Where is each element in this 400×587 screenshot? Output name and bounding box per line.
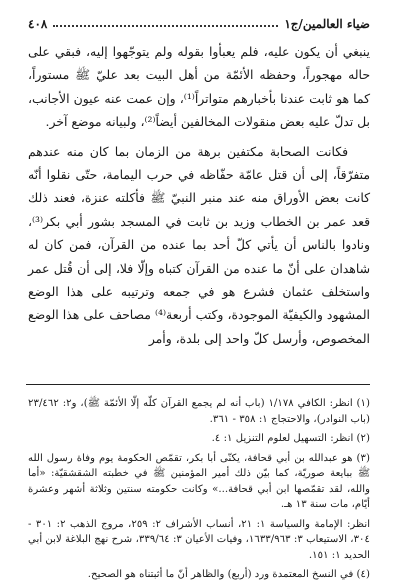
running-title: ضياء العالمين/ج١ [284, 17, 370, 31]
page-header [28, 13, 370, 35]
footnote: (٤) في النسخ المعتمدة ورد (أربع) والظاهر أنّ ما أثبتناه هو الصحيح. [87, 569, 370, 580]
footnote-separator [26, 384, 370, 385]
footnotes [28, 396, 370, 587]
paragraph: فكانت الصحابة مكتفين برهة من الزمان بما كان منه عندهم متفرّقاً، إلى أن قتل عامّة حفّاظه في حرب اليمامة، حتّى نقلوا أنّه كانت بعض الأوراق منه عند منبر النبيّ ﷺ فأكلته عنزة، فعند ذلك قعد عمر بن الخطاب وزيد بن ثابت في المسجد بشور أبي بكر⁽³⁾، ونادوا بالناس أن يأتي كلّ أحد بما عنده من القرآن، فمن كان له شاهدان على أنّ ما عنده من القرآن كتباه وإلّا فلا، إلى أن قُتل عمر واستخلف عثمان فشرع هو في جمعه وترتيبه على هذا الوضع المشهود والكيفيّة الموجودة، وكتب أربعة⁽⁴⁾ مصاحف على هذا الوضع المخصوص، وأرسل كلّ واحد إلى بلدة، وأمر [28, 143, 371, 346]
page-number: ٤٠٨ [28, 17, 48, 31]
paragraph: ينبغي أن يكون عليه، فلم يعبأوا بقوله ولم يتوجّهوا إليه، فبقي على حاله مهجوراً، وحفظه الأئمّة من أهل البيت بعد عليّ ﷺ مستوراً، كما هو ثابت عندنا بأخبارهم متواتراً⁽¹⁾، وإن عمت عنه عيون الأجانب، بل تدلّ عليه بعض منقولات المخالفين أيضاً⁽²⁾، ولبيانه موضع آخر. [28, 44, 370, 130]
footnote: انظر: الإمامة والسياسة ١: ٢١، أنساب الأشراف ٢: ٢٥٩، مروج الذهب ٢: ٣٠١ - ٣٠٤، الاستيعاب ٣: ١٦٣٣/٩٦٣، وفيات الأعيان ٣: ٣٣٩/٦٤، شرح نهج البلاغة لابن أبي الحديد ١: ١٥١. [28, 518, 371, 561]
footnote: (٢) انظر: التسهيل لعلوم التنزيل ١: ٤. [211, 433, 370, 444]
main-text [28, 40, 370, 350]
footnote: (٣) هو عبدالله بن أبي قحافة، يكنّى أبا بكر، تقمّص الحكومة يوم وفاة رسول الله ﷺ ببايعة صوريّة، كما بيّن ذلك أمير المؤمنين ﷺ في خطبته الشقشقيّة: «أما والله، لقد تقمّصها ابن أبي قحافة...» وكانت حكومته سنتين وثلاثة أشهر وعشرة أيّام، مات سنة ١٣ هـ. [28, 452, 370, 510]
header-dot-leader [53, 25, 278, 27]
footnote: (١) انظر: الكافي ١/١٧٨ (باب أنه لم يجمع القرآن كلّه إلّا الأئمّة ﷺ)، و٢: ٢٣/٤٦٢ (باب النوادر)، والاحتجاج ١: ٣٥٨ - ٣٦١. [28, 398, 370, 425]
